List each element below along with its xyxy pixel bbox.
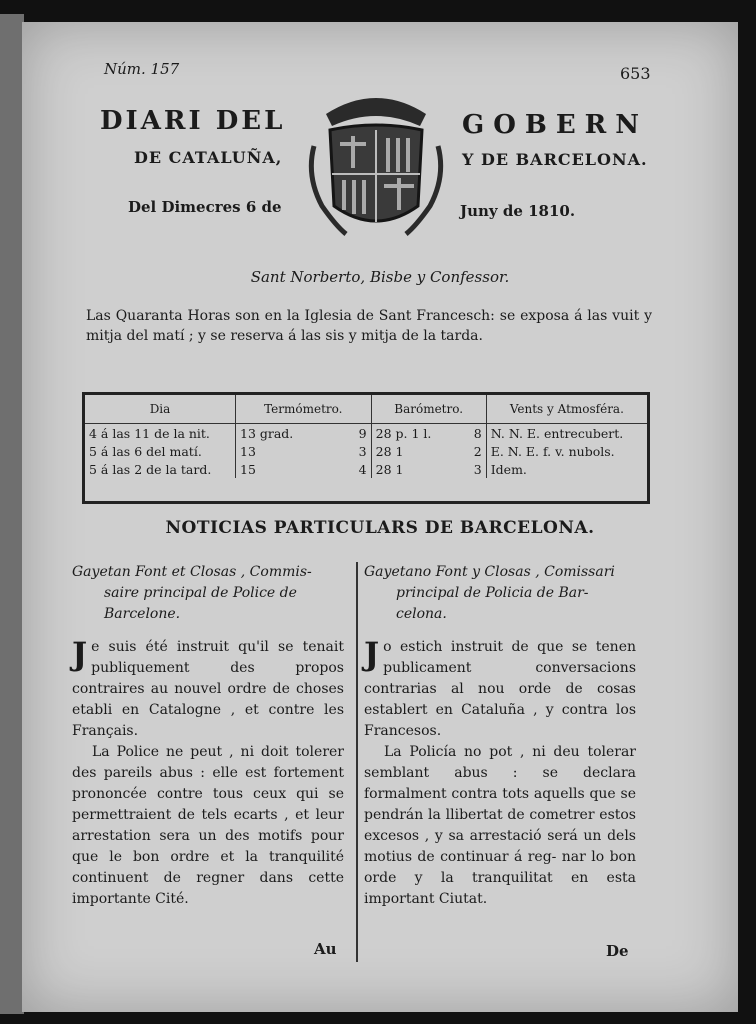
paragraph	[72, 637, 344, 742]
issue-date-left: Del Dimecres 6 de	[128, 198, 282, 216]
catalan-column	[364, 562, 636, 910]
heading-line: Barcelone.	[104, 606, 181, 622]
drop-cap: J	[364, 635, 380, 673]
weather-table	[82, 392, 650, 504]
table-cell: 5 á las 6 del matí.	[85, 442, 236, 460]
table-row	[85, 424, 647, 443]
drop-cap: J	[72, 635, 88, 673]
table-cell: 9	[343, 424, 372, 443]
page-number: 653	[620, 64, 651, 83]
col-header-termometro: Termómetro.	[236, 395, 372, 424]
section-heading: NOTICIAS PARTICULARS DE BARCELONA.	[165, 518, 595, 538]
table-cell: 28 p. 1 l.	[375, 425, 432, 441]
heading-line: Gayetan Font et Closas , Commis-	[72, 564, 312, 580]
paragraph	[364, 637, 636, 742]
heading-line: Gayetano Font y Closas , Comissari	[364, 564, 615, 580]
paragraph: La Policía no pot , ni deu tolerar semblant abus : se declara formalment contra tots aquells que se pendrán la llibertat de cometrer estos excesos , y sa arrestació será un dels motius de continuar á reg- nar lo bon orde y la tranquilitat en esta important Ciutat.	[364, 744, 636, 907]
catchword-right: De	[606, 942, 629, 960]
table-cell: Idem.	[490, 461, 527, 477]
weather-table-header	[85, 395, 647, 424]
catchword-left: Au	[314, 940, 337, 958]
table-row	[85, 460, 647, 478]
paragraph: La Police ne peut , ni doit tolerer des pareils abus : elle est fortement prononcée contre tous ceux qui se permettraient de tels ecarts , et leur arrestation sera un des motifs pour que le bon ordre et la tranquilité continuent de regner dans cette importante Cité.	[72, 744, 344, 907]
masthead-title-left: DIARI DEL	[100, 106, 286, 136]
table-cell: 28 1	[375, 443, 404, 459]
masthead-title-right: GOBERN	[462, 110, 649, 140]
paragraph-text: o estich instruit de que se tenen publicament conversacions contrarias al nou orde de cosas establert en Cataluña , y contra los Francesos.	[364, 639, 636, 739]
heading-line: principal de Policia de Bar-	[396, 585, 589, 601]
paragraph-text: e suis été instruit qu'il se tenait publiquement des propos contraires au nouvel ordre de choses etabli en Catalogne , et contre les Français.	[72, 639, 344, 739]
table-cell: 15	[240, 461, 256, 477]
french-column-heading	[72, 562, 344, 625]
table-cell: 28 1	[375, 461, 404, 477]
table-cell: N. N. E. entrecubert.	[490, 425, 624, 441]
facing-page-edge	[0, 14, 24, 1014]
issue-number: Núm. 157	[104, 60, 180, 78]
heading-line: saire principal de Police de	[104, 585, 297, 601]
french-column	[72, 562, 344, 910]
issue-date-right: Juny de 1810.	[460, 202, 576, 220]
heading-line: celona.	[396, 606, 447, 622]
table-cell: 2	[463, 442, 486, 460]
table-cell: 4 á las 11 de la nit.	[85, 424, 236, 443]
table-cell: 8	[463, 424, 486, 443]
table-cell: 3	[463, 460, 486, 478]
catalan-column-heading	[364, 562, 636, 625]
col-header-barometro: Barómetro.	[371, 395, 486, 424]
table-cell: 4	[343, 460, 372, 478]
saint-of-the-day: Sant Norberto, Bisbe y Confessor.	[250, 268, 510, 286]
table-cell: 3	[343, 442, 372, 460]
newspaper-page	[22, 22, 738, 1012]
table-cell: 13	[240, 443, 256, 459]
table-row	[85, 442, 647, 460]
col-header-dia: Dia	[85, 395, 236, 424]
masthead-subtitle-left: DE CATALUÑA,	[134, 148, 283, 167]
table-cell: 5 á las 2 de la tard.	[85, 460, 236, 478]
table-cell: E. N. E. f. v. nubols.	[490, 443, 615, 459]
col-header-vents: Vents y Atmosféra.	[486, 395, 647, 424]
column-divider	[356, 562, 358, 962]
masthead-subtitle-right: Y DE BARCELONA.	[462, 150, 648, 169]
quaranta-horas-notice: Las Quaranta Horas son en la Iglesia de Sant Francesch: se exposa á las vuit y mitja del matí ; y se reserva á las sis y mitja de la tarda.	[86, 308, 652, 344]
table-cell: 13 grad.	[240, 425, 294, 441]
coat-of-arms-icon	[306, 86, 446, 244]
